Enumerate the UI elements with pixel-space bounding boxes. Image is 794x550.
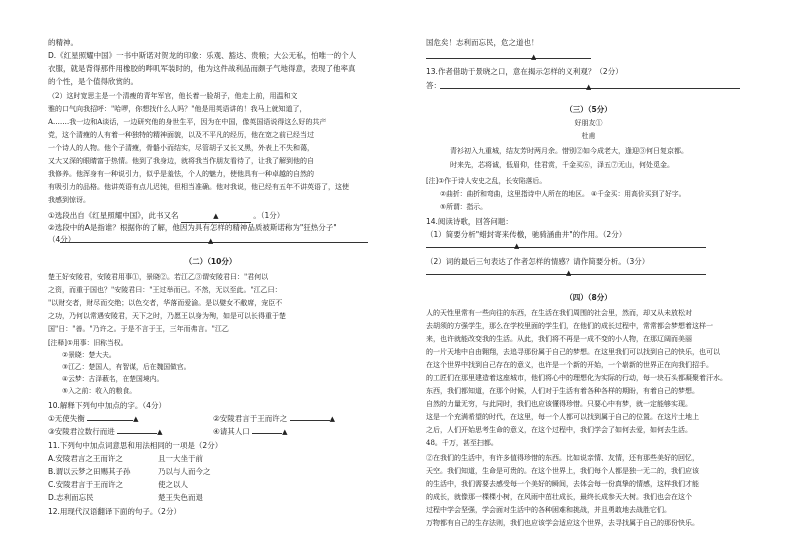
question-line: （4分） (48, 235, 76, 244)
text-line: 国危矣！志利而忘民，危之道也！ (426, 38, 539, 47)
text-line: 雅的口气向我招呼："哈啰，你想找什么人吗？"他是用英语讲的！我马上就知道了， (48, 105, 307, 113)
blank-marker: ▲ (531, 53, 537, 61)
blank-marker: ▲ (566, 269, 572, 277)
question-line: ②选段中的A是指谁？根据你的了解，他因为具有怎样的精神品质被斯诺称为"狂热分子" (48, 223, 337, 232)
prose-line: 这是一个充满希望的时代，在这里，每一个人都可以找到属于自己的位置。在这片土地上 (426, 413, 699, 421)
question-line: 11.下列句中加点词意思和用法相同的一项是（2分） (48, 441, 223, 450)
text-line: 又大又深的眼睛富于热情。他到了我身边，就将我当作朋友看待了，让我了解到他的自 (48, 157, 314, 165)
question-line: （2）词的最后三句表达了作者怎样的情感？请作简要分析。（3分） (426, 257, 650, 266)
prose-line: 万物都有自己的生存法则，我们也应该学会适应这个世界，去寻找属于自己的那份快乐。 (426, 519, 699, 527)
answer-line[interactable] (426, 247, 706, 248)
prose-line: 自然的力量无穷，与此同时，我们也应该懂得珍惜。只要心中有梦，就一定能够实现。 (426, 400, 692, 408)
prose-line: 天空。我们知道，生命是可贵的。在这个世界上，我们每个人都是独一无二的，我们应该 (426, 467, 699, 475)
prose-line: 去胡须的方强学生，那么在学校里面的学生们，在他们的成长过程中，常常都会梦想着这样一 (426, 322, 713, 330)
text-line: 我感到惊讶。 (48, 196, 90, 204)
choice-b[interactable]: B.谓以云梦之田赐其子孙 (48, 467, 131, 476)
passage-line: 楚王好安陵君，安陵君用事①，景晓②。若江乙③谓安陵君曰："君何以 (48, 273, 269, 281)
question-line: 12.用现代汉语翻译下面的句子。（2分） (48, 507, 181, 516)
prose-line: 的一片天地中自由翱翔，去追寻那份属于自己的梦想。在这里我们可以找到自己的快乐，也可以 (426, 348, 720, 356)
answer-blank[interactable] (117, 433, 157, 434)
text-line: 我修养。他浑身有一种说引力，似乎是羞怯，个人的魅力，使他具有一种卓越的自然的 (48, 170, 314, 178)
prose-line: 的工匠们在那里建造着这座城市，他们将心中的理想化为实际的行动，每一块石头都凝聚着汗水。 (426, 374, 727, 382)
text-line: 有吸引力的品格。他讲英语有点儿迟钝，但相当准确。他对我说，他已经有五年不讲英语了，这使 (48, 183, 349, 191)
section-title: （四）（8分） (565, 293, 612, 302)
choice-c[interactable]: C.安陵君言于王而许之 (48, 480, 124, 489)
question-line: （1）简要分析"蜡封寄来传檄，驰骑涵曲井"的作用。（2分） (426, 230, 627, 239)
answer-blank[interactable]: ▲ (181, 210, 251, 223)
answer-line[interactable] (426, 58, 591, 59)
prose-line: 东西，我们都知道，在那个时候，人们对于生活有着各种各样的期盼，有着自己的梦想。 (426, 387, 699, 395)
q10-item: ④请其人口 ▲ (213, 427, 288, 436)
question-line: ①选段出自《红星照耀中国》，此书又名 ▲ 。（1分） (48, 210, 284, 223)
poem-line: 时来先，芯将诚，低眉仰，佳君赏，千金买⑥，泽五⑦无山，何处觅金。 (450, 161, 674, 169)
prose-line: 人的天性里常有一些向往的东西，在生活在我们周围的社会里，然而，却又从未放松对 (426, 309, 692, 317)
prose-line: 48。千万，甚至扫都。 (426, 439, 498, 447)
passage-line: 国"日："善。"乃许之。于是不言于王，三年而弗言。"江乙 (48, 325, 229, 333)
prose-line: ②在我们的生活中，有许多值得珍惜的东西。比如说亲情、友情，还有那些美好的回忆， (426, 454, 699, 462)
choice-c-pair: 使之以人 (158, 480, 188, 489)
q10-item: ②安陵君言于王而许之 ▲ (213, 414, 336, 423)
right-page (426, 0, 751, 550)
poem-line: 青衫初入九重城，结友芳时两月余。惜别②如今成老大，逢迎③何日复京都。 (450, 147, 688, 155)
note-line: ⑤入之前：收入的粮食。 (62, 387, 137, 395)
answer-line[interactable] (60, 242, 368, 243)
question-line: 14.阅读诗歌，回答问题： (426, 217, 513, 226)
choice-d-pair: 楚王失色而退 (158, 493, 203, 502)
note-line: ②景晓：楚大夫。 (62, 351, 116, 359)
question-line: 13.作者借助于景晓之口，意在揭示怎样的义利观？（2分） (426, 67, 623, 76)
section-title: （三）（5分） (565, 105, 612, 114)
note-line: [注]①作于诗人安史之乱，长安陷落后。 (426, 177, 547, 185)
q10-item: ③安陵君泣数行而进 ▲ (48, 427, 163, 436)
prose-line: 过程中学会坚强，学会面对生活中的各种困难和挑战，并且勇敢地去战胜它们。 (426, 506, 671, 514)
poem-author: 杜甫 (581, 132, 596, 140)
prose-line: 之后，人们开始思考生命的意义，在这个过程中，我们学会了如何去爱，如何去生活。 (426, 426, 692, 434)
choice-b-pair: 乃以与人而今之 (158, 467, 211, 476)
text-line: 的精神。 (48, 38, 78, 47)
note-line: ②曲折：曲折和弯曲，这里指诗中人所在的地区。 ④千金买：用高价买到了好字。 (440, 190, 686, 198)
passage-line: 之资，而重于国也？"安陵君曰："王过举而已。不然，无以至此。"江乙曰： (48, 286, 282, 294)
text-line: 衣服，就是背得那件用橡胶的哔叽军装时的，他为这件战利品而颇子气地得意，表现了他率真 (48, 64, 356, 73)
poem-title: 好朋友① (574, 119, 603, 127)
blank-marker: ▲ (208, 237, 214, 245)
q10-item: ①无使失衡 ▲ (48, 414, 139, 423)
prose-line: 的成长，就像那一棵棵小树，在风雨中茁壮成长，最终长成参天大树。我们也会在这个 (426, 493, 692, 501)
question-line: 10.解释下列句中加点的字。（4分） (48, 401, 166, 410)
blank-marker: ▲ (514, 242, 520, 250)
text-line: 一个诗人的人物。他个子清瘦，骨骼小而结实，尽管胡子又长又黑，外表上不失和蔼， (48, 144, 314, 152)
text-line: 党，这个清瘦的人有着一种独特的精神面貌，以及不平凡的经历，他在宽之前已经当过 (48, 131, 314, 139)
prose-line: 来，也许就能改变我的生活。从此，我们将不再是一成不变的小人物，在那辽阔而美丽 (426, 335, 692, 343)
text-line: （2）这时宽思主是一个清瘦的青年军官，他长着一脸胡子，他走上前，用温和文 (48, 92, 298, 100)
left-page (48, 0, 373, 550)
answer-blank[interactable] (290, 420, 330, 421)
passage-line: 之功，乃何以常遇安陵君，天下之时，乃愿王以身为殉，如是可以长得重于楚 (48, 312, 286, 320)
note-line: [注释]①用事：旧称当权。 (48, 339, 128, 347)
answer-label: 答： (426, 81, 441, 90)
choice-d[interactable]: D.志利而忘民 (48, 493, 94, 502)
passage-line: "以财交者，财尽而交绝；以色交者，华落而爱渝。是以嬖女不敝席，宠臣不 (48, 299, 283, 307)
text-line: A.……我一边和A谈话，一边研究他的身世生平，因为在中国，像英国语说得这么好的共产 (48, 118, 327, 126)
note-line: ⑤所谓：指示。 (440, 203, 487, 211)
prose-line: 的生活中，我们需要去感受每一个美好的瞬间，去体会每一份真挚的情感，这样我们才能 (426, 480, 699, 488)
choice-a-pair: 且一大坐于前 (158, 454, 203, 463)
blank-marker: ▲ (586, 83, 592, 91)
answer-blank[interactable] (252, 433, 282, 434)
note-line: ④云梦：古泽薮名，在楚国境内。 (62, 375, 164, 383)
text-line: D.《红星照耀中国》一书中斯诺对贺龙的印象：乐观、豁达、贵粮；大公无私，怕唯一的个人 (48, 51, 357, 60)
section-title: （二）（10分） (184, 257, 237, 266)
prose-line: 在这个世界中找到自己存在的意义，也许是一个新的开始，一个崭新的世界正在向我们招手。 (426, 361, 713, 369)
choice-a[interactable]: A.安陵君言之王而许之 (48, 454, 123, 463)
answer-blank[interactable] (87, 420, 133, 421)
text-line: 的个性，是个值得欣赏的。 (48, 77, 138, 86)
note-line: ③江乙：楚国人，有智谋，后在魏国做官。 (62, 363, 191, 371)
